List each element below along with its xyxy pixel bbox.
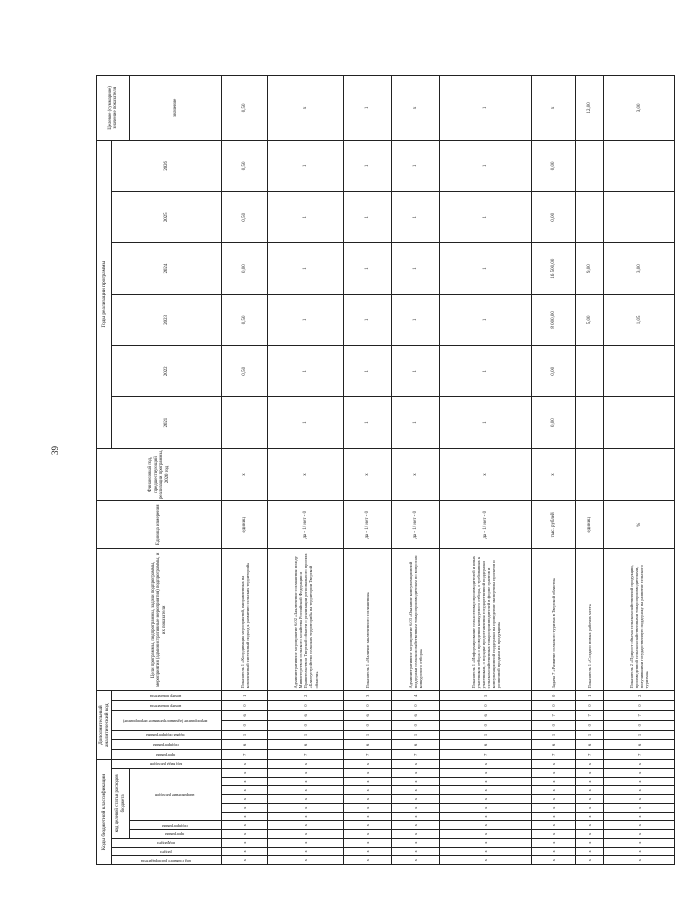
analytic-code-cell: 6 <box>222 740 268 750</box>
fin-year-column-header: Финансовый год, предшествующий реализации программы, 2020 год <box>97 448 222 500</box>
budget-code-cell: х <box>576 838 604 847</box>
target-column-header: Целевое (суммарное) значение показателя <box>97 76 130 141</box>
budget-code-cell: х <box>440 812 532 821</box>
year-value-cell <box>576 346 604 397</box>
budget-code-cell: х <box>604 838 675 847</box>
analytic-code-cell: 0 <box>532 720 576 730</box>
year-2022-header: 2022 <box>112 346 222 397</box>
row-target: х <box>532 76 576 141</box>
row-target: 1 <box>440 76 532 141</box>
analytic-code-cell: 7 <box>604 710 675 720</box>
budget-code-cell: х <box>222 777 268 786</box>
analytic-code-cell: 6 <box>392 740 440 750</box>
row-name: Административное мероприятие 6.03 «Оказание консультационной поддержки сельскохозяйственным товаропроизводителям по вопросам конкурсного отбора» <box>392 549 440 691</box>
year-value-cell <box>604 397 675 448</box>
analytic-code-cell: 7 <box>392 750 440 760</box>
year-2024-header: 2024 <box>112 243 222 294</box>
budget-code-cell: х <box>576 803 604 812</box>
budget-code-cell: х <box>392 760 440 769</box>
table-row <box>344 76 392 865</box>
analytic-code-cell: 1 <box>440 730 532 740</box>
budget-code-cell: х <box>440 830 532 839</box>
row-unit: да - 1/ нет - 0 <box>268 501 344 549</box>
analytic-code-cell: 7 <box>576 750 604 760</box>
budget-code-cell: х <box>604 856 675 865</box>
year-value-cell <box>576 192 604 243</box>
analytic-code-cell: 3 <box>344 691 392 701</box>
year-value-cell <box>604 140 675 191</box>
year-2025-header: 2025 <box>112 192 222 243</box>
analytic-code-cell: 7 <box>532 710 576 720</box>
analytic-code-cell: 0 <box>532 691 576 701</box>
budget-code-cell: х <box>344 812 392 821</box>
analytic-code-cell: 4 <box>392 691 440 701</box>
year-2026-header: 2026 <box>112 140 222 191</box>
analytic-code-cell: 6 <box>268 710 344 720</box>
budget-code-cell: х <box>532 830 576 839</box>
budget-code-cell: х <box>604 847 675 856</box>
analytic-code-cell: 1 <box>222 691 268 701</box>
budget-code-cell: х <box>268 786 344 795</box>
year-value-cell: 0,50 <box>222 294 268 345</box>
budget-code-cell: х <box>440 768 532 777</box>
analytic-code-cell: 0 <box>440 701 532 711</box>
year-value-cell: 1 <box>392 243 440 294</box>
year-value-cell: 1 <box>344 294 392 345</box>
budget-code-cell: х <box>576 856 604 865</box>
analytic-col-indicator-2: номер показателя <box>112 691 222 701</box>
year-value-cell: 0,00 <box>532 140 576 191</box>
year-value-cell: 1 <box>268 243 344 294</box>
year-value-cell <box>222 397 268 448</box>
row-name: Административное мероприятие 6.02 «Заключение соглашения между Министерством сельского хозяйства Российской Федерации и Правительством Тверской области о реализации регионального проекта «Благоустройство сельских территорий» на территории Тверской области» <box>268 549 344 691</box>
analytic-code-cell: 1 <box>576 730 604 740</box>
budget-code-cell: х <box>532 768 576 777</box>
analytic-code-cell: 0 <box>268 720 344 730</box>
analytic-code-cell: 0 <box>576 701 604 711</box>
row-unit: % <box>604 501 675 549</box>
row-name: Показатель 1 «Создано новых рабочих мест» <box>576 549 604 691</box>
budget-code-cell: х <box>344 803 392 812</box>
budget-code-cell: х <box>268 847 344 856</box>
year-value-cell: 1 <box>268 192 344 243</box>
budget-code-cell: х <box>576 768 604 777</box>
analytic-code-header: Дополнительный аналитический код <box>97 691 112 760</box>
year-value-cell: 0,50 <box>222 192 268 243</box>
table-row <box>440 76 532 865</box>
row-unit: тыс. рублей <box>532 501 576 549</box>
budget-code-cell: х <box>576 786 604 795</box>
budget-code-cell: х <box>532 760 576 769</box>
budget-code-cell: х <box>344 838 392 847</box>
analytic-col-measure: мероприятие (административное мероприятие) <box>112 710 222 730</box>
analytic-code-cell: 0 <box>344 701 392 711</box>
budget-code-cell: х <box>576 777 604 786</box>
year-value-cell: 1 <box>344 192 392 243</box>
budget-code-cell: х <box>344 821 392 830</box>
analytic-code-cell: 1 <box>222 730 268 740</box>
budget-code-cell: х <box>392 856 440 865</box>
year-value-cell: 1 <box>392 397 440 448</box>
expense-type-header: код вида расходов <box>112 760 222 769</box>
budget-code-cell: х <box>576 821 604 830</box>
analytic-col-subprogram: подпрограмма <box>112 740 222 750</box>
analytic-code-cell: 0 <box>392 720 440 730</box>
analytic-code-cell: 7 <box>440 750 532 760</box>
row-name: Показатель 1 «Информирование сельхозтоваропроизводителей и иных участников отбора о проведении конкурсного отбора, о требованиях к участникам, о порядке предоставления государственной поддержки сельскохозяйственных товаропроизводителей в форме грантов и консультационной поддержки на проведение экспертизы проектов и розничной продажи их продукции» <box>440 549 532 691</box>
subprogram-code-header: подпрограмма <box>130 821 222 830</box>
table-row <box>604 76 675 865</box>
page-number: 39 <box>50 446 60 455</box>
budget-code-cell: х <box>604 768 675 777</box>
year-value-cell <box>576 140 604 191</box>
budget-code-cell: х <box>440 821 532 830</box>
row-name: Показатель 1 «Координация мероприятий, направленных на комплексный системный подход к развитию сельских территорий» <box>222 549 268 691</box>
table-row <box>532 76 576 865</box>
row-target: 1 <box>344 76 392 141</box>
budget-code-cell: х <box>440 777 532 786</box>
analytic-code-cell: 0 <box>604 720 675 730</box>
year-value-cell: 1 <box>268 397 344 448</box>
budget-codes-header: Коды бюджетной классификации <box>97 760 112 865</box>
analytic-col-task: задача подпрограммы <box>112 730 222 740</box>
budget-code-cell: х <box>576 795 604 804</box>
budget-code-cell: х <box>440 803 532 812</box>
budget-code-cell: х <box>344 856 392 865</box>
budget-code-cell: х <box>532 812 576 821</box>
year-value-cell: 1 <box>344 346 392 397</box>
row-name: Показатель 2 «Прирост объема сельскохозяйственной продукции, произведенной сельскохозяйственными товаропроизводителями, получившими государственную поддержку на развитие сельского туризма» <box>604 549 675 691</box>
analytic-code-cell: 7 <box>268 750 344 760</box>
year-value-cell: 1 <box>392 192 440 243</box>
row-unit: да - 1/ нет - 0 <box>344 501 392 549</box>
row-name: Задача 7 «Развитие сельского туризма в Тверской области» <box>532 549 576 691</box>
budget-code-cell: х <box>344 847 392 856</box>
budget-code-cell: х <box>392 768 440 777</box>
year-value-cell: 3,00 <box>604 243 675 294</box>
years-header: Годы реализации программы <box>97 140 112 448</box>
budget-code-cell: х <box>344 786 392 795</box>
budget-code-cell: х <box>344 795 392 804</box>
budget-code-cell: х <box>344 777 392 786</box>
analytic-code-cell: 6 <box>222 710 268 720</box>
budget-code-cell: х <box>604 821 675 830</box>
budget-code-cell: х <box>392 830 440 839</box>
budget-code-cell: х <box>268 856 344 865</box>
row-fin-year: х <box>268 448 344 500</box>
row-fin-year <box>576 448 604 500</box>
year-value-cell: 0,00 <box>532 397 576 448</box>
budget-code-cell: х <box>532 847 576 856</box>
year-value-cell: 16 500,00 <box>532 243 576 294</box>
budget-code-cell: х <box>268 812 344 821</box>
year-value-cell: 1 <box>268 346 344 397</box>
table-body <box>222 76 675 865</box>
budget-code-cell: х <box>268 803 344 812</box>
budget-code-cell: х <box>576 760 604 769</box>
year-value-cell: 1 <box>344 397 392 448</box>
budget-code-cell: х <box>576 847 604 856</box>
year-value-cell: 1 <box>440 243 532 294</box>
analytic-code-cell: 0 <box>576 720 604 730</box>
table-row <box>576 76 604 865</box>
row-fin-year: х <box>532 448 576 500</box>
analytic-code-cell: 6 <box>268 740 344 750</box>
year-value-cell: 1 <box>440 294 532 345</box>
budget-code-cell: х <box>222 830 268 839</box>
table-row <box>392 76 440 865</box>
budget-code-cell: х <box>440 786 532 795</box>
budget-code-cell: х <box>222 821 268 830</box>
year-value-cell: 1 <box>440 346 532 397</box>
year-value-cell: 1,05 <box>604 294 675 345</box>
analytic-code-cell: 6 <box>440 740 532 750</box>
section-header: раздел <box>112 847 222 856</box>
budget-code-cell: х <box>222 795 268 804</box>
year-value-cell: 5,00 <box>576 294 604 345</box>
unit-column-header: Единица измерения <box>97 501 222 549</box>
analytic-code-cell: 1 <box>344 730 392 740</box>
analytic-code-cell: 6 <box>440 710 532 720</box>
budget-code-cell: х <box>532 803 576 812</box>
row-target: 3,00 <box>604 76 675 141</box>
budget-code-cell: х <box>440 856 532 865</box>
row-unit: да - 1/ нет - 0 <box>392 501 440 549</box>
budget-code-cell: х <box>604 803 675 812</box>
year-2023-header: 2023 <box>112 294 222 345</box>
analytic-code-cell: 0 <box>392 701 440 711</box>
budget-code-cell: х <box>222 768 268 777</box>
budget-code-cell: х <box>576 830 604 839</box>
row-target: 12,00 <box>576 76 604 141</box>
year-value-cell: 8 000,00 <box>532 294 576 345</box>
budget-code-cell: х <box>392 847 440 856</box>
table-row <box>268 76 344 865</box>
analytic-code-cell: 1 <box>268 730 344 740</box>
analytic-code-cell: 7 <box>604 750 675 760</box>
budget-code-cell: х <box>440 795 532 804</box>
year-value-cell: 1 <box>440 140 532 191</box>
budget-code-cell: х <box>532 777 576 786</box>
budget-code-cell: х <box>222 812 268 821</box>
analytic-code-cell: 5 <box>440 691 532 701</box>
analytic-code-cell: 0 <box>344 720 392 730</box>
analytic-code-cell: 0 <box>604 701 675 711</box>
budget-code-cell: х <box>268 830 344 839</box>
budget-code-cell: х <box>604 760 675 769</box>
analytic-code-cell: 1 <box>392 730 440 740</box>
table-row <box>222 76 268 865</box>
subsection-header: подраздел <box>112 838 222 847</box>
analytic-code-cell: 6 <box>532 740 576 750</box>
row-fin-year: х <box>440 448 532 500</box>
row-unit: единиц <box>222 501 268 549</box>
name-column-header: Цели программы, подпрограммы, задачи подпрограммы, мероприятия (административные мероприятия) подпрограммы, и их показатели <box>97 549 222 691</box>
year-value-cell: 9,00 <box>576 243 604 294</box>
year-value-cell: 1 <box>440 192 532 243</box>
budget-code-cell: х <box>604 795 675 804</box>
admin-code-header: код главного распорядителя <box>112 856 222 865</box>
row-name: Показатель 1 «Наличие заключенного соглашения» <box>344 549 392 691</box>
row-fin-year: х <box>392 448 440 500</box>
budget-code-cell: х <box>268 838 344 847</box>
year-2021-header: 2021 <box>112 397 222 448</box>
row-fin-year: х <box>222 448 268 500</box>
budget-code-cell: х <box>576 812 604 821</box>
program-table <box>96 75 675 865</box>
budget-code-cell: х <box>392 821 440 830</box>
row-fin-year <box>604 448 675 500</box>
budget-code-cell: х <box>392 786 440 795</box>
budget-code-cell: х <box>604 830 675 839</box>
budget-code-cell: х <box>222 856 268 865</box>
row-unit: единиц <box>576 501 604 549</box>
analytic-code-cell: 6 <box>576 740 604 750</box>
budget-code-cell: х <box>268 821 344 830</box>
budget-code-cell: х <box>604 777 675 786</box>
budget-code-cell: х <box>344 760 392 769</box>
year-value-cell: 0,50 <box>222 346 268 397</box>
year-value-cell <box>604 346 675 397</box>
budget-code-cell: х <box>222 838 268 847</box>
analytic-code-cell: 0 <box>532 701 576 711</box>
analytic-code-cell: 2 <box>268 691 344 701</box>
year-value-cell: 0,00 <box>222 243 268 294</box>
budget-code-cell: х <box>222 803 268 812</box>
budget-code-cell: х <box>222 760 268 769</box>
row-unit: да - 1/ нет - 0 <box>440 501 532 549</box>
budget-code-cell: х <box>604 786 675 795</box>
budget-code-cell: х <box>392 838 440 847</box>
budget-code-cell: х <box>440 760 532 769</box>
year-value-cell: 1 <box>268 140 344 191</box>
budget-code-cell: х <box>532 838 576 847</box>
year-value-cell <box>576 397 604 448</box>
budget-code-cell: х <box>392 803 440 812</box>
budget-code-cell: х <box>532 856 576 865</box>
row-target: 0,50 <box>222 76 268 141</box>
analytic-code-cell: 7 <box>576 710 604 720</box>
analytic-code-cell: 6 <box>344 740 392 750</box>
row-target: х <box>268 76 344 141</box>
target-value-header: значение <box>130 76 222 141</box>
analytic-code-cell: 6 <box>344 710 392 720</box>
year-value-cell: 1 <box>392 294 440 345</box>
program-code-header: программа <box>130 830 222 839</box>
analytic-col-indicator: номер показателя <box>112 701 222 711</box>
year-value-cell: 1 <box>392 140 440 191</box>
direction-header: направление расходов <box>130 768 222 820</box>
analytic-col-program: программа <box>112 750 222 760</box>
analytic-code-cell: 1 <box>604 730 675 740</box>
budget-code-cell: х <box>392 795 440 804</box>
budget-code-cell: х <box>344 830 392 839</box>
budget-code-cell: х <box>392 777 440 786</box>
year-value-cell: 1 <box>268 294 344 345</box>
row-fin-year: х <box>344 448 392 500</box>
analytic-code-cell: 7 <box>222 750 268 760</box>
analytic-code-cell: 6 <box>604 740 675 750</box>
analytic-code-cell: 1 <box>532 730 576 740</box>
budget-code-cell: х <box>532 786 576 795</box>
row-target: х <box>392 76 440 141</box>
budget-code-cell: х <box>344 768 392 777</box>
target-article-header: код целевой статьи расходов бюджета <box>112 768 130 838</box>
analytic-code-cell: 0 <box>222 701 268 711</box>
analytic-code-cell: 6 <box>392 710 440 720</box>
budget-code-cell: х <box>222 847 268 856</box>
budget-code-cell: х <box>268 760 344 769</box>
budget-code-cell: х <box>268 777 344 786</box>
year-value-cell: 0,50 <box>222 140 268 191</box>
year-value-cell: 1 <box>344 140 392 191</box>
analytic-code-cell: 0 <box>222 720 268 730</box>
analytic-code-cell: 7 <box>344 750 392 760</box>
budget-code-cell: х <box>532 795 576 804</box>
budget-code-cell: х <box>392 812 440 821</box>
analytic-code-cell: 2 <box>604 691 675 701</box>
budget-code-cell: х <box>440 838 532 847</box>
budget-code-cell: х <box>222 786 268 795</box>
year-value-cell: 1 <box>440 397 532 448</box>
year-value-cell: 1 <box>344 243 392 294</box>
year-value-cell: 0,00 <box>532 192 576 243</box>
analytic-code-cell: 1 <box>576 691 604 701</box>
year-value-cell: 1 <box>392 346 440 397</box>
budget-code-cell: х <box>440 847 532 856</box>
budget-code-cell: х <box>268 768 344 777</box>
analytic-code-cell: 0 <box>440 720 532 730</box>
budget-code-cell: х <box>532 821 576 830</box>
year-value-cell <box>604 192 675 243</box>
budget-code-cell: х <box>268 795 344 804</box>
year-value-cell: 0,00 <box>532 346 576 397</box>
analytic-code-cell: 7 <box>532 750 576 760</box>
rotated-table-page <box>96 75 650 865</box>
budget-code-cell: х <box>604 812 675 821</box>
analytic-code-cell: 0 <box>268 701 344 711</box>
